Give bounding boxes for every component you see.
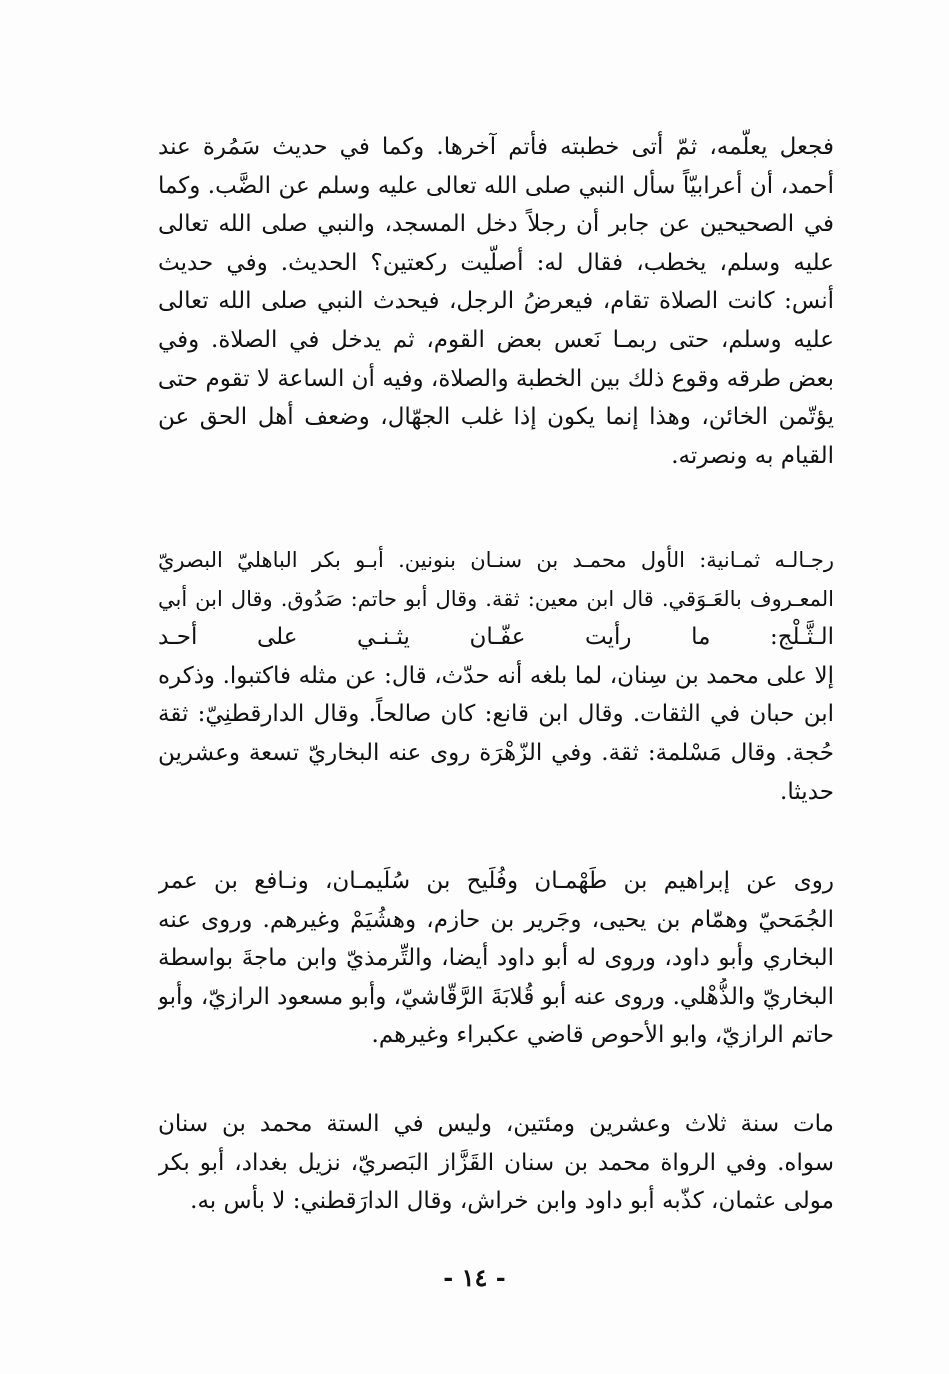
text-line: مولى عثمان، كذّبه أبو داود وابن خراش، وقال الدارَقطني: لا بأس به. [190, 1188, 834, 1215]
text-line: سواه. وفي الرواة محمد بن سنان القَزَّاز البَصريّ، نزيل بغداد، أبو بكر [158, 1149, 834, 1176]
text-line: حُجة. وقال مَسْلمة: ثقة. وفي الزّهْرَة روى عنه البخاريّ تسعة وعشرين [158, 739, 834, 766]
text-line: المعـروف بالعَـوَقي. قال ابن معين: ثقة. وقال أبو حاتم: صَدُوق. وقال ابن أبي [158, 586, 834, 611]
text-line: يؤتّمن الخائن، وهذا إنما يكون إذا غلب الجهّال، وضعف أهل الحق عن [158, 404, 834, 431]
text-line: رجـالـه ثمـانية: الأول محمـد بن سنـان بنونين. أبـو بكر الباهليّ البصريّ [158, 548, 834, 572]
paragraph-death-note [158, 1105, 834, 1221]
text-line: ابن حبان في الثقات. وقال ابن قانع: كان صالحاً. وقال الدارقطنِيّ: ثقة [158, 701, 834, 728]
text-line: حديثا. [780, 778, 834, 805]
text-line: مات سنة ثلاث وعشرين ومئتين، وليس في الستة محمد بن سنان [158, 1111, 834, 1137]
paragraph-hadith-text [158, 128, 834, 475]
text-line: البخاريّ والذُّهْلي. وروى عنه أبو قُلابَةَ الرَّقّاشيّ، وأبو مسعود الرازيّ، وأبو [158, 983, 834, 1010]
text-line: البخاري وأبو داود، وروى له أبو داود أيضا، والتِّرمذيّ وابن ماجةَ بواسطة [158, 945, 834, 972]
text-line: إلا على محمد بن سِنان، لما بلغه أنه حدّث، قال: عن مثله فاكتبوا. وذكره [158, 662, 834, 689]
text-line: أحمد، أن أعرابيّاً سأل النبي صلى الله تعالى عليه وسلم عن الضَّب. وكما [158, 172, 834, 199]
text-line: روى عن إبراهيم بن طَهْمـان وفُلَيح بن سُلَيمـان، ونـافع بن عمر [158, 868, 834, 894]
text-line: حاتم الرازيّ، وابو الأحوص قاضي عكبراء وغيرهم. [371, 1022, 834, 1049]
text-line: بعض طرقه وقوع ذلك بين الخطبة والصلاة، وفيه أن الساعة لا تقوم حتى [158, 365, 834, 392]
text-line: أنس: كانت الصلاة تقام، فيعرضُ الرجل، فيحدث النبي صلى الله تعالى [158, 288, 834, 315]
paragraph-narrators [158, 541, 834, 811]
page-number: - ١٤ - [443, 1263, 506, 1292]
text-line: عليه وسلم، يخطب، فقال له: أصلّيت ركعتين؟ الحديث. وفي حديث [158, 249, 834, 276]
text-line: القيام به ونصرته. [671, 442, 834, 469]
text-line: في الصحيحين عن جابر أن رجلاً دخل المسجد، والنبي صلى الله تعالى [158, 211, 834, 238]
text-line: الجُمَحيّ وهمّام بن يحيى، وجَرير بن حازم، وهشُيَمْ وغيرهم. وروى عنه [158, 906, 834, 933]
text-line: فجعل يعلّمه، ثمّ أتى خطبته فأتم آخرها. وكما في حديث سَمُرة عند [158, 134, 834, 160]
text-line: الـثَّـلْج: ما رأيت عفّـان يثـنـي على أحـد [158, 624, 834, 651]
text-line: عليه وسلم، حتى ربمـا نَعس بعض القوم، ثم يدخل في الصلاة. وفي [158, 326, 834, 353]
paragraph-transmitters [158, 862, 834, 1055]
